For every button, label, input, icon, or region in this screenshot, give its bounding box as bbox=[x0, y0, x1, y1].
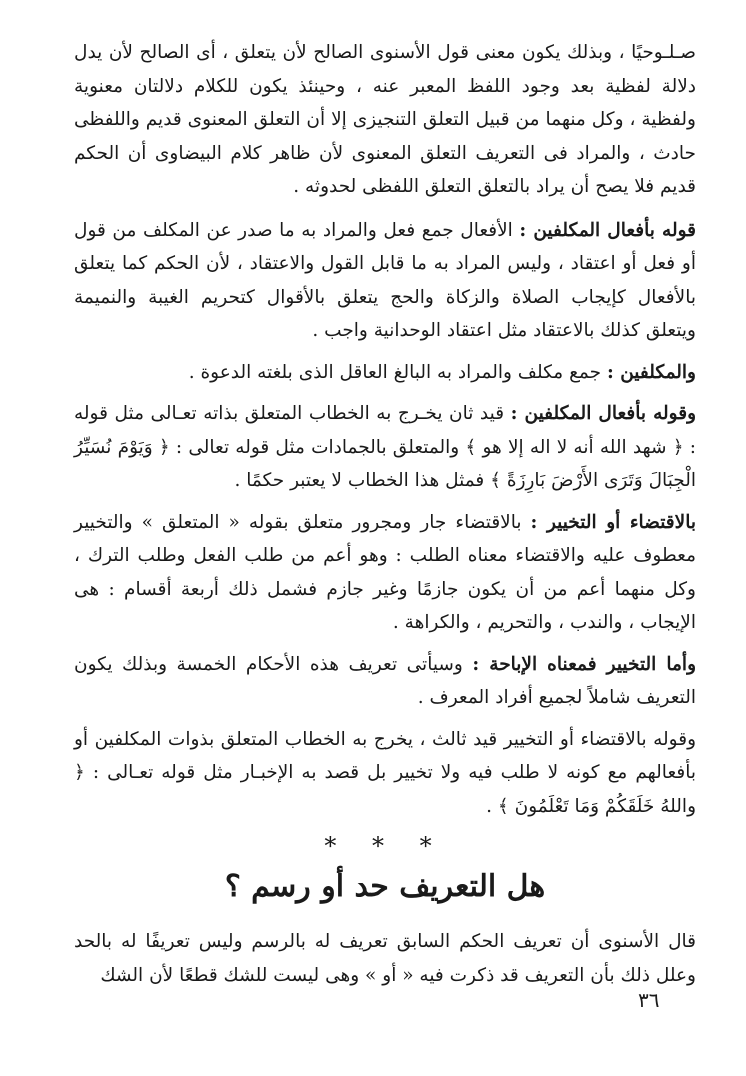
paragraph-6-text: وسيأتى تعريف هذه الأحكام الخمسة وبذلك يكون التعريف شاملاً لجميع أفراد المعرف . bbox=[74, 653, 696, 708]
section-paragraph-text: قال الأسنوى أن تعريف الحكم السابق تعريف له بالرسم وليس تعريفًا له بالحد وعلل ذلك بأن التعريف قد ذكرت فيه « أو » وهى ليست للشك قطعًا لأن الشك bbox=[74, 931, 696, 986]
paragraph-2 bbox=[74, 214, 696, 348]
paragraph-4 bbox=[74, 397, 696, 498]
paragraph-6 bbox=[74, 648, 696, 715]
paragraph-7-text: وقوله بالاقتضاء أو التخيير قيد ثالث ، يخرج به الخطاب المتعلق بذوات المكلفين أو بأفعالهم مع كونه لا طلب فيه ولا تخيير بل قصد به الإخبـار مثل قوله تعـالى : ﴿ واللهُ خَلَقَكُمْ وَمَا تَعْلَمُونَ ﴾ . bbox=[74, 728, 697, 817]
paragraph-1 bbox=[74, 36, 696, 204]
paragraph-6-lead: وأما التخيير فمعناه الإباحة : bbox=[472, 653, 697, 675]
paragraph-5 bbox=[74, 506, 696, 640]
section-separator: * * * bbox=[324, 832, 446, 860]
section-heading: هل التعريف حد أو رسم ؟ bbox=[224, 869, 546, 904]
paragraph-4-lead: وقوله بأفعال المكلفين : bbox=[510, 403, 697, 424]
paragraph-2-text: الأفعال جمع فعل والمراد به ما صدر عن المكلف من قول أو فعل أو اعتقاد ، وليس المراد به ما قابل القول والاعتقاد ، لأن الحكم كما يتعلق بالأفعال كإيجاب الصلاة والزكاة والحج يتعلق بالأقوال كتحريم الغيبة والنميمة ويتعلق كذلك بالاعتقاد مثل اعتقاد الوحدانية واجب . bbox=[74, 219, 696, 341]
paragraph-3-lead: والمكلفين : bbox=[606, 361, 696, 383]
page-body bbox=[74, 36, 696, 1000]
paragraph-3 bbox=[74, 356, 696, 390]
paragraph-7 bbox=[74, 723, 696, 824]
paragraph-5-text: بالاقتضاء جار ومجرور متعلق بقوله « المتعلق » والتخيير معطوف عليه والاقتضاء معناه الطلب : وهو أعم من طلب الفعل وطلب الترك ، وكل منهما أعم من أن يكون جازمًا وغير جازم فشمل ذلك أربعة أقسام : هى الإيجاب ، والندب ، والتحريم ، والكراهة . bbox=[74, 511, 696, 633]
paragraph-4-text: قيد ثان يخـرج به الخطاب المتعلق بذاته تعـالى مثل قوله : ﴿ شهد الله أنه لا اله إلا هو ﴾ والمتعلق بالجمادات مثل قوله تعالى : ﴿ وَيَوْمَ نُسَيِّرُ الْجِبَالَ وَتَرَى الأَرْضَ بَارِزَةً ﴾ فمثل هذا الخطاب لا يعتبر حكمًا . bbox=[74, 403, 696, 491]
paragraph-3-text: جمع مكلف والمراد به البالغ العاقل الذى بلغته الدعوة . bbox=[188, 361, 607, 383]
section-paragraph bbox=[74, 925, 696, 992]
paragraph-2-lead: قوله بأفعال المكلفين : bbox=[519, 219, 696, 241]
paragraph-5-lead: بالاقتضاء أو التخيير : bbox=[530, 511, 696, 533]
page-number: ٣٦ bbox=[638, 988, 660, 1012]
paragraph-1-text: صـلـوحيًا ، وبذلك يكون معنى قول الأسنوى الصالح لأن يتعلق ، أى الصالح لأن يدل دلالة لفظية بعد وجود اللفظ المعبر عنه ، وحينئذ يكون للكلام دلالتان معنوية ولفظية ، وكل منهما من قبيل التعلق التنجيزى إلا أن التعلق المعنوى قديم واللفظى حادث ، والمراد فى التعريف التعلق المعنوى لأن ظاهر كلام البيضاوى أن الحكم قديم فلا يصح أن يراد بالتعلق التعلق اللفظى لحدوثه . bbox=[74, 42, 696, 197]
